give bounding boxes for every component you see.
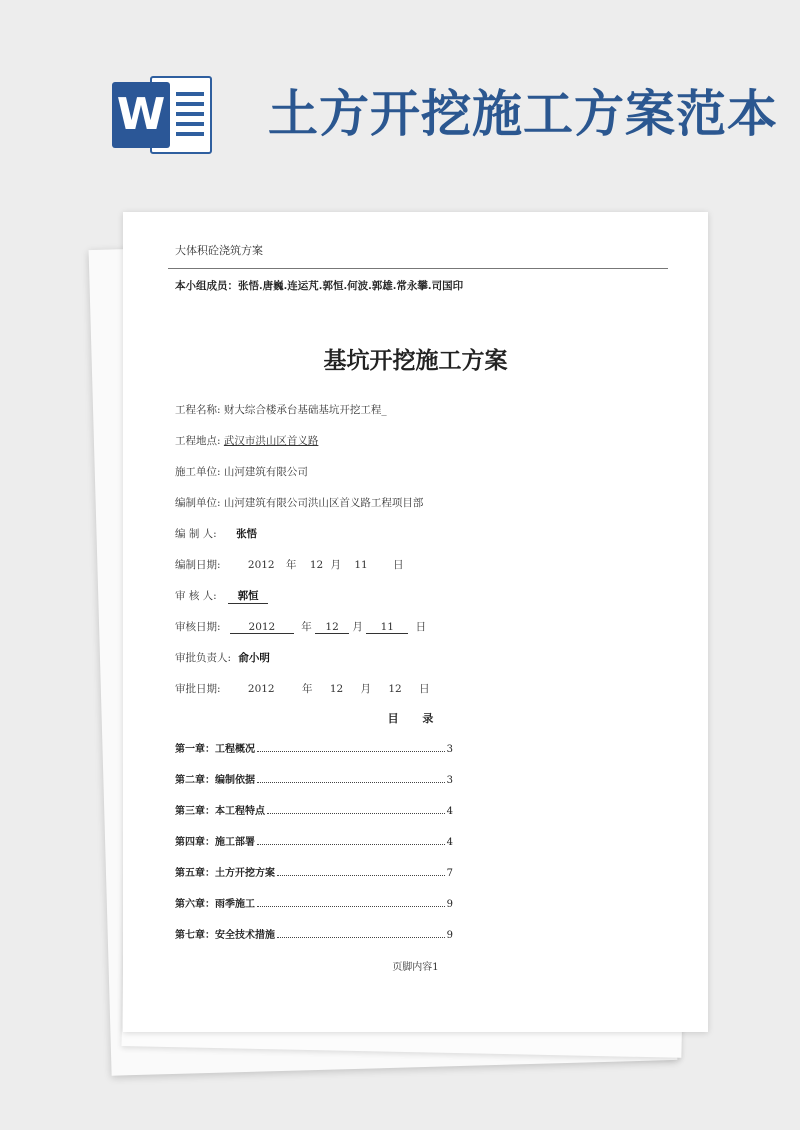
toc-entry-label: 第五章：土方开挖方案 [175,868,275,879]
field-label: 编 制 人: [175,528,217,540]
toc-entry-page: 4 [446,837,453,848]
field-label: 施工单位: [175,466,221,478]
banner-title: 土方开挖施工方案范本 [268,85,778,143]
toc-entry-label: 第四章：施工部署 [175,837,255,848]
toc-entry[interactable] [175,833,453,848]
date-month: 12 [309,559,324,571]
field-compiler-unit [175,495,423,510]
field-label: 编制日期: [175,559,221,571]
field-project-name [175,402,387,417]
field-label: 审批日期: [175,683,221,695]
toc-entry-page: 9 [446,899,453,910]
date-day: 12 [388,683,402,695]
date-month: 12 [315,621,349,634]
toc-entry-label: 第三章：本工程特点 [175,806,265,817]
toc-entry-label: 第六章：雨季施工 [175,899,255,910]
toc-entry-page: 7 [446,868,453,879]
toc-entry-label: 第二章：编制依据 [175,775,255,786]
toc-entry[interactable] [175,740,453,755]
field-approver [175,650,270,665]
toc-leader-dots [277,936,445,938]
field-compile-date [175,557,404,572]
toc-leader-dots [257,905,445,907]
field-label: 审 核 人: [175,590,217,602]
date-day: 11 [366,621,408,634]
toc-entry[interactable] [175,771,453,786]
toc-leader-dots [267,812,445,814]
field-location [175,433,318,448]
field-label: 编制单位: [175,497,221,509]
toc-entry-page: 9 [446,930,453,941]
toc-entry[interactable] [175,895,453,910]
date-month-unit: 月 [360,683,372,695]
date-year-unit: 年 [301,621,312,633]
toc-entry-page: 3 [446,744,453,755]
date-day-unit: 日 [415,621,427,633]
field-value: 山河建筑有限公司 [223,466,308,478]
field-value: 郭恒 [228,588,268,604]
toc-leader-dots [257,781,445,783]
toc-title: 目 录 [387,712,444,725]
header-divider [168,268,668,269]
date-day: 11 [354,559,368,571]
toc-entry[interactable] [175,802,453,817]
field-label: 工程地点: [175,435,221,447]
date-year-unit: 年 [285,559,297,571]
field-compiler [175,526,257,541]
toc-entry-page: 3 [446,775,453,786]
banner [0,0,800,180]
date-month: 12 [329,683,344,695]
toc-leader-dots [277,874,445,876]
word-logo-icon [112,76,212,154]
field-value: 俞小明 [238,652,270,664]
toc-entry-label: 第七章：安全技术措施 [175,930,275,941]
toc-leader-dots [257,750,445,752]
field-label: 工程名称: [175,404,221,416]
date-year-unit: 年 [301,683,313,695]
field-value: 山河建筑有限公司洪山区首义路工程项目部 [223,497,424,509]
page-footer: 页脚内容1 [392,962,439,973]
toc-entry-page: 4 [446,806,453,817]
document-page [123,212,708,1032]
field-approve-date [175,681,430,696]
date-day-unit: 日 [393,559,404,571]
toc-entry-label: 第一章：工程概况 [175,744,255,755]
toc-entry[interactable] [175,864,453,879]
page-header-text: 大体积砼浇筑方案 [175,244,263,257]
field-value: 财大综合楼承台基础基坑开挖工程_ [223,404,387,416]
field-review-date [175,619,426,634]
field-label: 审核日期: [175,621,221,633]
field-value: 武汉市洪山区首义路 [223,435,319,447]
field-builder [175,464,308,479]
word-w-tile: W [112,82,170,148]
date-month-unit: 月 [330,559,342,571]
group-members: 本小组成员：张悟.唐巍.连运芃.郭恒.何波.郭雄.常永攀.司国印 [175,280,464,292]
field-label: 审批负责人: [175,652,232,664]
field-reviewer [175,588,268,604]
date-day-unit: 日 [419,683,430,695]
toc-leader-dots [257,843,445,845]
date-year: 2012 [247,559,275,571]
date-month-unit: 月 [352,621,363,633]
document-title: 基坑开挖施工方案 [323,347,508,374]
field-value: 张悟 [236,528,258,540]
toc-entry[interactable] [175,926,453,941]
date-year: 2012 [247,683,275,695]
date-year: 2012 [230,621,294,634]
